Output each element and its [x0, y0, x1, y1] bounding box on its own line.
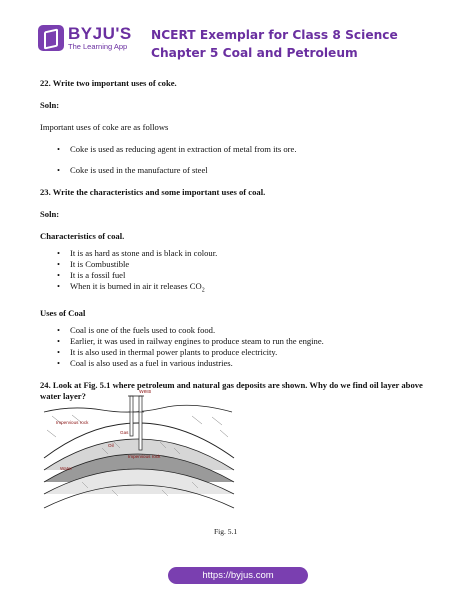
list-item: • Coal is also used as a fuel in various industries. — [70, 358, 440, 369]
page-title: NCERT Exemplar for Class 8 Science Chapter 5 Coal and Petroleum — [151, 28, 398, 60]
coal-characteristics-list — [40, 248, 440, 297]
ground-surface — [44, 405, 232, 412]
list-item: • It is Combustible — [70, 259, 440, 270]
question-24: 24. Look at Fig. 5.1 where petroleum and natural gas deposits are shown. Why do we find oil layer above water layer? — [40, 379, 423, 401]
water-label: Water — [60, 466, 73, 471]
soln-label: Soln: — [40, 209, 60, 219]
footer-url-button[interactable]: https://byjus.com — [168, 567, 308, 584]
list-item: • It is a fossil fuel — [70, 270, 440, 281]
document-body — [40, 78, 440, 413]
list-item: • Coal is one of the fuels used to cook food. — [70, 325, 440, 336]
question-23: 23. Write the characteristics and some important uses of coal. — [40, 187, 266, 197]
rock-hatching — [47, 415, 228, 437]
list-item: • Earlier, it was used in railway engines to produce steam to run the engine. — [70, 336, 440, 347]
coal-uses-list — [40, 325, 440, 369]
logo-tagline: The Learning App — [68, 42, 128, 52]
co2-text: When it is burned in air it releases CO — [70, 281, 202, 291]
wells-label: Wells — [139, 390, 152, 395]
list-item: • It is also used in thermal power plants to produce electricity. — [70, 347, 440, 358]
list-item: • Coke is used in the manufacture of steel — [70, 165, 440, 176]
characteristics-heading: Characteristics of coal. — [40, 231, 125, 241]
gas-label: Gas — [120, 430, 129, 435]
impervious-rock-lower-label: Impervious rock — [128, 454, 161, 459]
list-item: • It is as hard as stone and is black in colour. — [70, 248, 440, 259]
soln-label: Soln: — [40, 100, 60, 110]
well-pipe-left — [130, 396, 133, 436]
byjus-logo-icon — [38, 25, 64, 51]
list-item: • Coke is used as reducing agent in extraction of metal from its ore. — [70, 144, 440, 155]
impervious-rock-label: Impervious rock — [56, 420, 89, 425]
coke-uses-list — [40, 144, 440, 176]
page-header — [0, 0, 474, 70]
answer-intro: Important uses of coke are as follows — [40, 122, 169, 132]
oil-gas-deposit-figure — [42, 390, 237, 520]
co2-subscript: 2 — [201, 287, 205, 294]
byjus-logo[interactable] — [38, 23, 130, 53]
figure-caption: Fig. 5.1 — [214, 527, 238, 536]
well-pipe-right — [139, 396, 142, 450]
deposit-diagram — [42, 390, 237, 520]
logo-brand: BYJU'S — [68, 24, 132, 44]
question-22: 22. Write two important uses of coke. — [40, 78, 177, 88]
uses-heading: Uses of Coal — [40, 307, 86, 318]
logo-text — [68, 25, 132, 51]
list-item — [70, 281, 440, 297]
oil-label: Oil — [108, 443, 114, 448]
